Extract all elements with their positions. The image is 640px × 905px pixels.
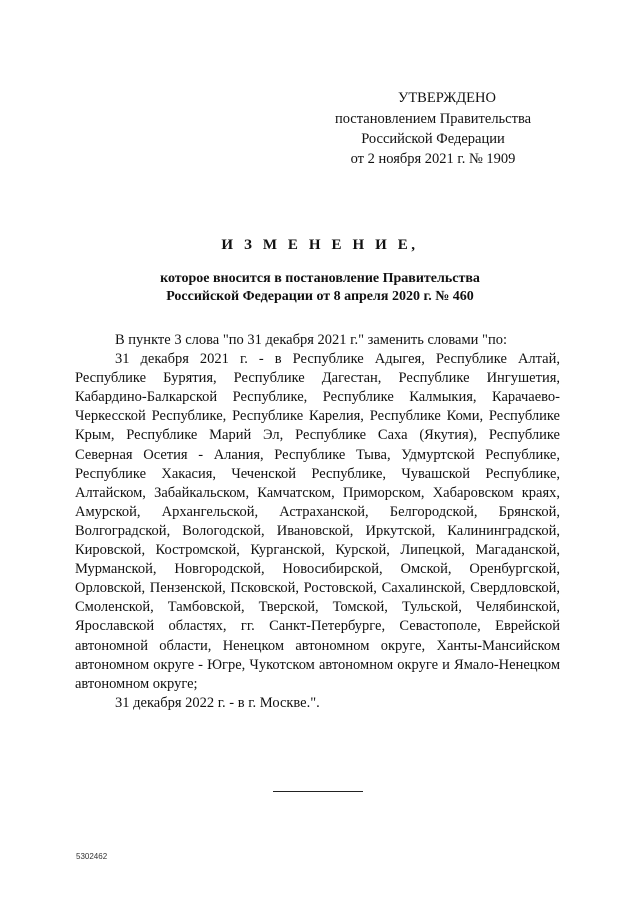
approval-heading: УТВЕРЖДЕНО <box>398 90 496 106</box>
approval-block <box>330 88 536 169</box>
approval-line-3: от 2 ноября 2021 г. № 1909 <box>350 151 516 167</box>
title-block <box>0 235 640 306</box>
document-subtitle-line-2: Российской Федерации от 8 апреля 2020 г. № 460 <box>166 289 474 304</box>
body-paragraph-1: В пункте 3 слова "по 31 декабря 2021 г." заменить словами "по: <box>115 332 508 348</box>
document-subtitle-line-1: которое вносится в постановление Правительства <box>160 271 480 286</box>
approval-line-2: Российской Федерации <box>361 131 505 147</box>
end-separator-line <box>273 791 363 792</box>
document-title: И З М Е Н Е Н И Е, <box>221 237 419 253</box>
document-code: 5302462 <box>76 852 108 861</box>
document-subtitle <box>0 270 640 306</box>
approval-line-1: постановлением Правительства <box>334 111 532 127</box>
body-paragraph-2: 31 декабря 2021 г. - в Республике Адыгея, Республике Алтай, Республике Бурятия, Республике Дагестан, Республике Ингушетия, Кабардино-Балкарской Республике, Республике Калмыкия, Карачаево-Черкесской Республике, Республике Карелия, Республике Коми, Республике Крым, Республике Марий Эл, Республике Саха (Якутия), Республике Северная Осетия - Алания, Республике Тыва, Удмуртской Республике, Республике Хакасия, Чеченской Республике, Чувашской Республике, Алтайском, Забайкальском, Камчатском, Приморском, Хабаровском краях, Амурской, Архангельской, Астраханской, Белгородской, Брянской, Волгоградской, Вологодской, Ивановской, Иркутской, Калининградской, Кировской, Костромской, Курганской, Курской, Липецкой, Магаданской, Мурманской, Новгородской, Новосибирской, Омской, Оренбургской, Орловской, Пензенской, Псковской, Ростовской, Сахалинской, Свердловской, Смоленской, Тамбовской, Тверской, Томской, Тульской, Челябинской, Ярославской областях, гг. Санкт-Петербурге, Севастополе, Еврейской автономной области, Ненецком автономном округе, Ханты-Мансийском автономном округе - Югре, Чукотском автономном округе и Ямало-Ненецком автономном округе; <box>75 351 560 692</box>
document-body <box>75 331 560 713</box>
body-paragraph-3: 31 декабря 2022 г. - в г. Москве.". <box>115 694 320 711</box>
